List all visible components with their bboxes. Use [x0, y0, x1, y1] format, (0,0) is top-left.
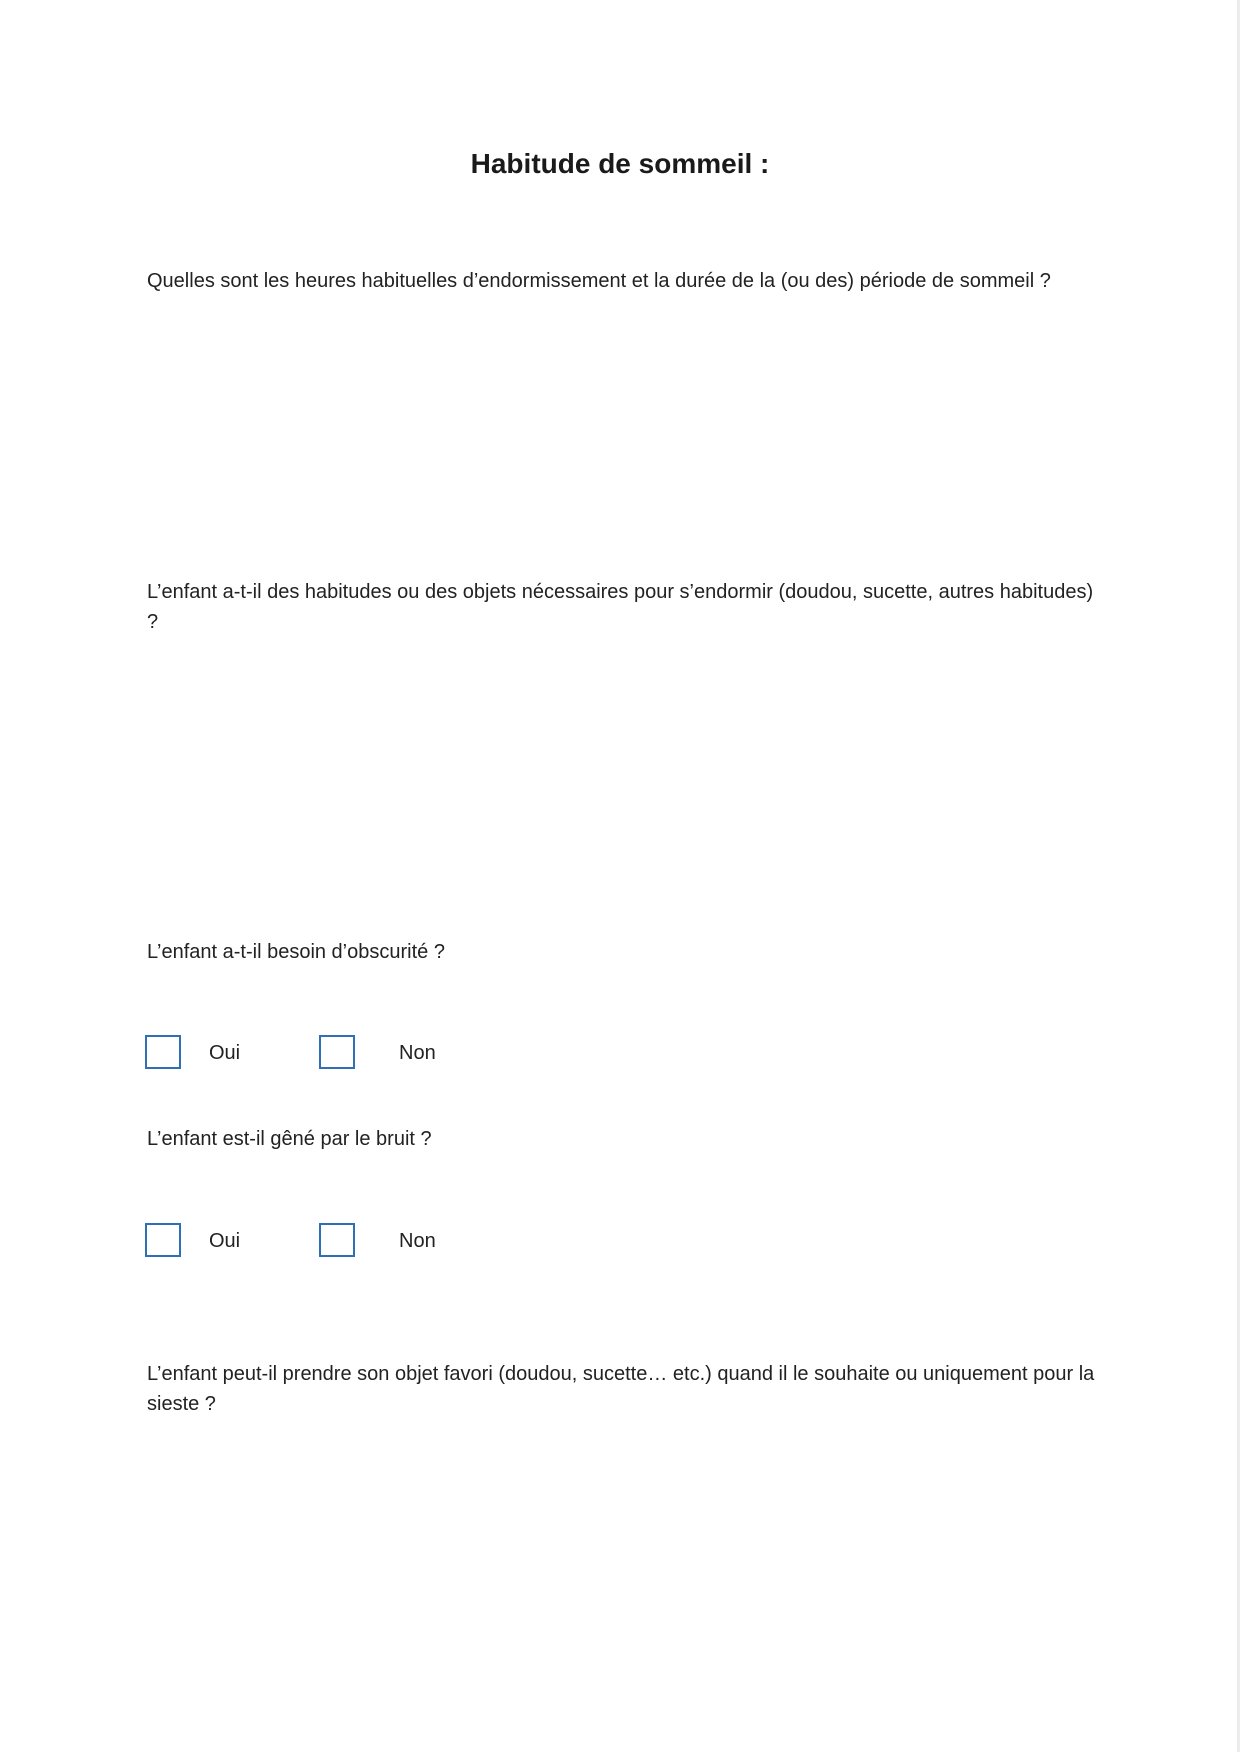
question-sleep-hours: Quelles sont les heures habituelles d’endormissement et la durée de la (ou des) période de sommeil ?	[147, 270, 1051, 292]
question-favorite-object: L’enfant peut-il prendre son objet favori (doudou, sucette… etc.) quand il le souhaite ou uniquement pour la sieste ?	[147, 1363, 1095, 1415]
darkness-non-label: Non	[399, 1042, 436, 1064]
question-noise: L’enfant est-il gêné par le bruit ?	[147, 1128, 432, 1150]
darkness-options	[145, 1035, 545, 1073]
noise-oui-checkbox[interactable]	[145, 1223, 181, 1257]
darkness-oui-label: Oui	[209, 1042, 241, 1064]
darkness-non-checkbox[interactable]	[319, 1035, 355, 1069]
question-darkness: L’enfant a-t-il besoin d’obscurité ?	[147, 941, 445, 963]
noise-options	[145, 1223, 545, 1261]
question-sleep-habits: L’enfant a-t-il des habitudes ou des objets nécessaires pour s’endormir (doudou, sucette, autres habitudes) ?	[147, 581, 1094, 633]
page-title: Habitude de sommeil :	[470, 148, 770, 179]
darkness-oui-checkbox[interactable]	[145, 1035, 181, 1069]
noise-non-label: Non	[399, 1230, 436, 1252]
noise-oui-label: Oui	[209, 1230, 241, 1252]
noise-non-checkbox[interactable]	[319, 1223, 355, 1257]
